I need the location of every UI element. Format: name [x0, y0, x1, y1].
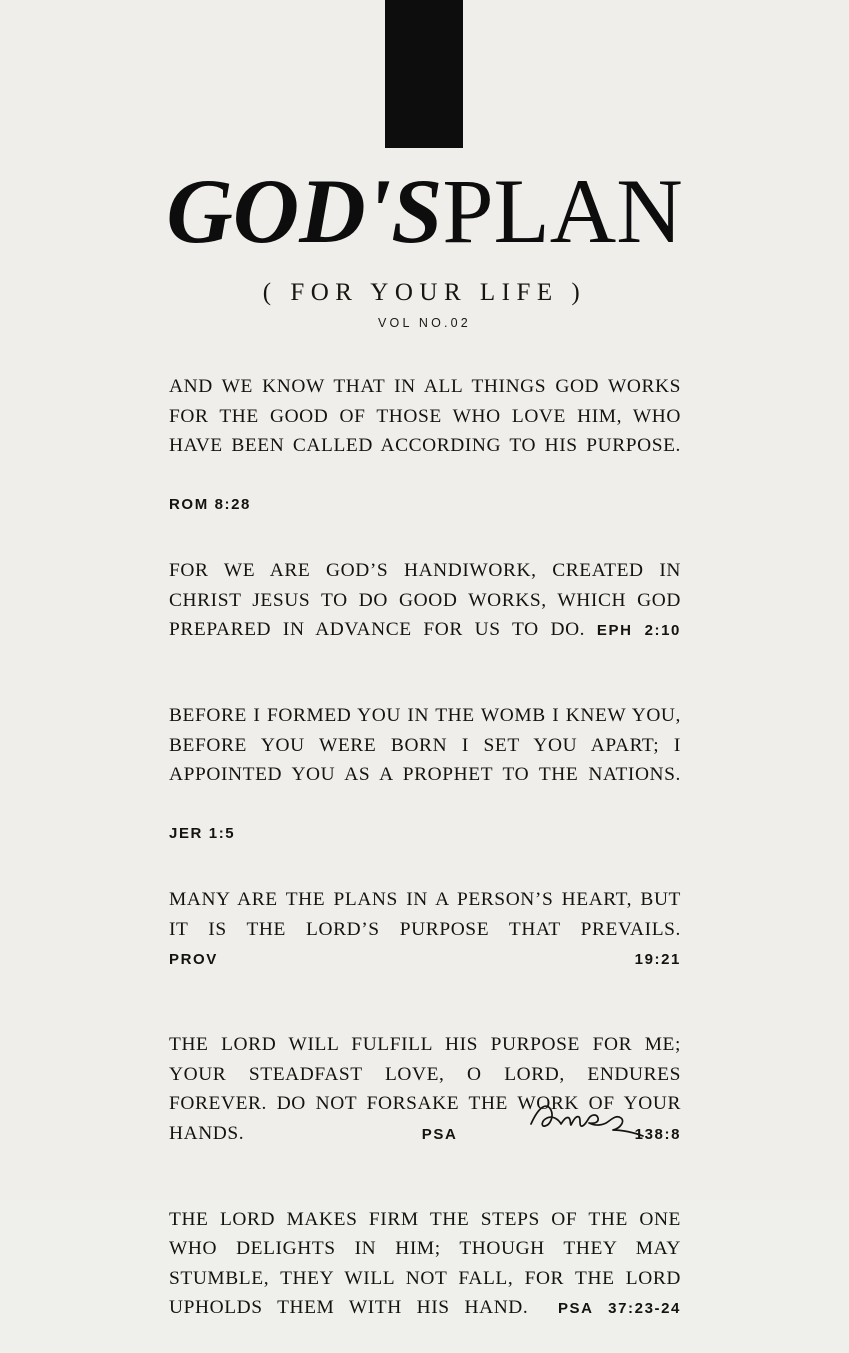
signature-amen	[525, 1090, 665, 1150]
volume-label: VOL NO.02	[0, 316, 849, 330]
verse-text: FOR WE ARE GOD’S HANDIWORK, CREATED IN CHRIST JESUS TO DO GOOD WORKS, WHICH GOD PREPARED IN ADVANCE FOR US TO DO.	[169, 560, 681, 640]
verse-item	[169, 1205, 681, 1353]
verse-reference: ROM 8:28	[169, 496, 681, 530]
page-title	[0, 165, 849, 257]
verse-item	[169, 556, 681, 675]
verse-text-with-ref	[169, 556, 681, 675]
subtitle: ( FOR YOUR LIFE )	[0, 279, 849, 307]
verse-text: THE LORD MAKES FIRM THE STEPS OF THE ONE WHO DELIGHTS IN HIM; THOUGH THEY MAY STUMBLE, THEY WILL NOT FALL, FOR THE LORD UPHOLDS THEM WITH HIS HAND.	[169, 1209, 681, 1319]
verse-item	[169, 372, 681, 530]
verse-text: THE LORD WILL FULFILL HIS PURPOSE FOR ME; YOUR STEADFAST LOVE, O LORD, ENDURES FOREVER. DO NOT FORSAKE THE WORK OF YOUR HANDS.	[169, 1034, 681, 1144]
verse-list	[169, 372, 681, 1353]
verse-reference: PSA 37:23-24	[558, 1300, 681, 1317]
verse-item	[169, 701, 681, 859]
verse-text-with-ref	[169, 885, 681, 1004]
verse-item	[169, 885, 681, 1004]
verse-text: BEFORE I FORMED YOU IN THE WOMB I KNEW YOU, BEFORE YOU WERE BORN I SET YOU APART; I APPOINTED YOU AS A PROPHET TO THE NATIONS.	[169, 701, 681, 819]
title-block	[0, 165, 849, 330]
verse-reference: JER 1:5	[169, 825, 681, 859]
verse-reference: PSA 138:8	[422, 1126, 681, 1143]
signature-icon	[525, 1090, 665, 1150]
verse-reference: PROV 19:21	[169, 951, 681, 968]
title-part-plan: PLAN	[442, 160, 682, 262]
verse-text-with-ref	[169, 1205, 681, 1353]
title-part-gods: GOD'S	[166, 160, 442, 262]
top-black-bar	[385, 0, 463, 148]
verse-text: MANY ARE THE PLANS IN A PERSON’S HEART, BUT IT IS THE LORD’S PURPOSE THAT PREVAILS.	[169, 889, 681, 940]
verse-reference: EPH 2:10	[597, 622, 681, 639]
verse-text: AND WE KNOW THAT IN ALL THINGS GOD WORKS FOR THE GOOD OF THOSE WHO LOVE HIM, WHO HAVE BEEN CALLED ACCORDING TO HIS PURPOSE.	[169, 372, 681, 490]
